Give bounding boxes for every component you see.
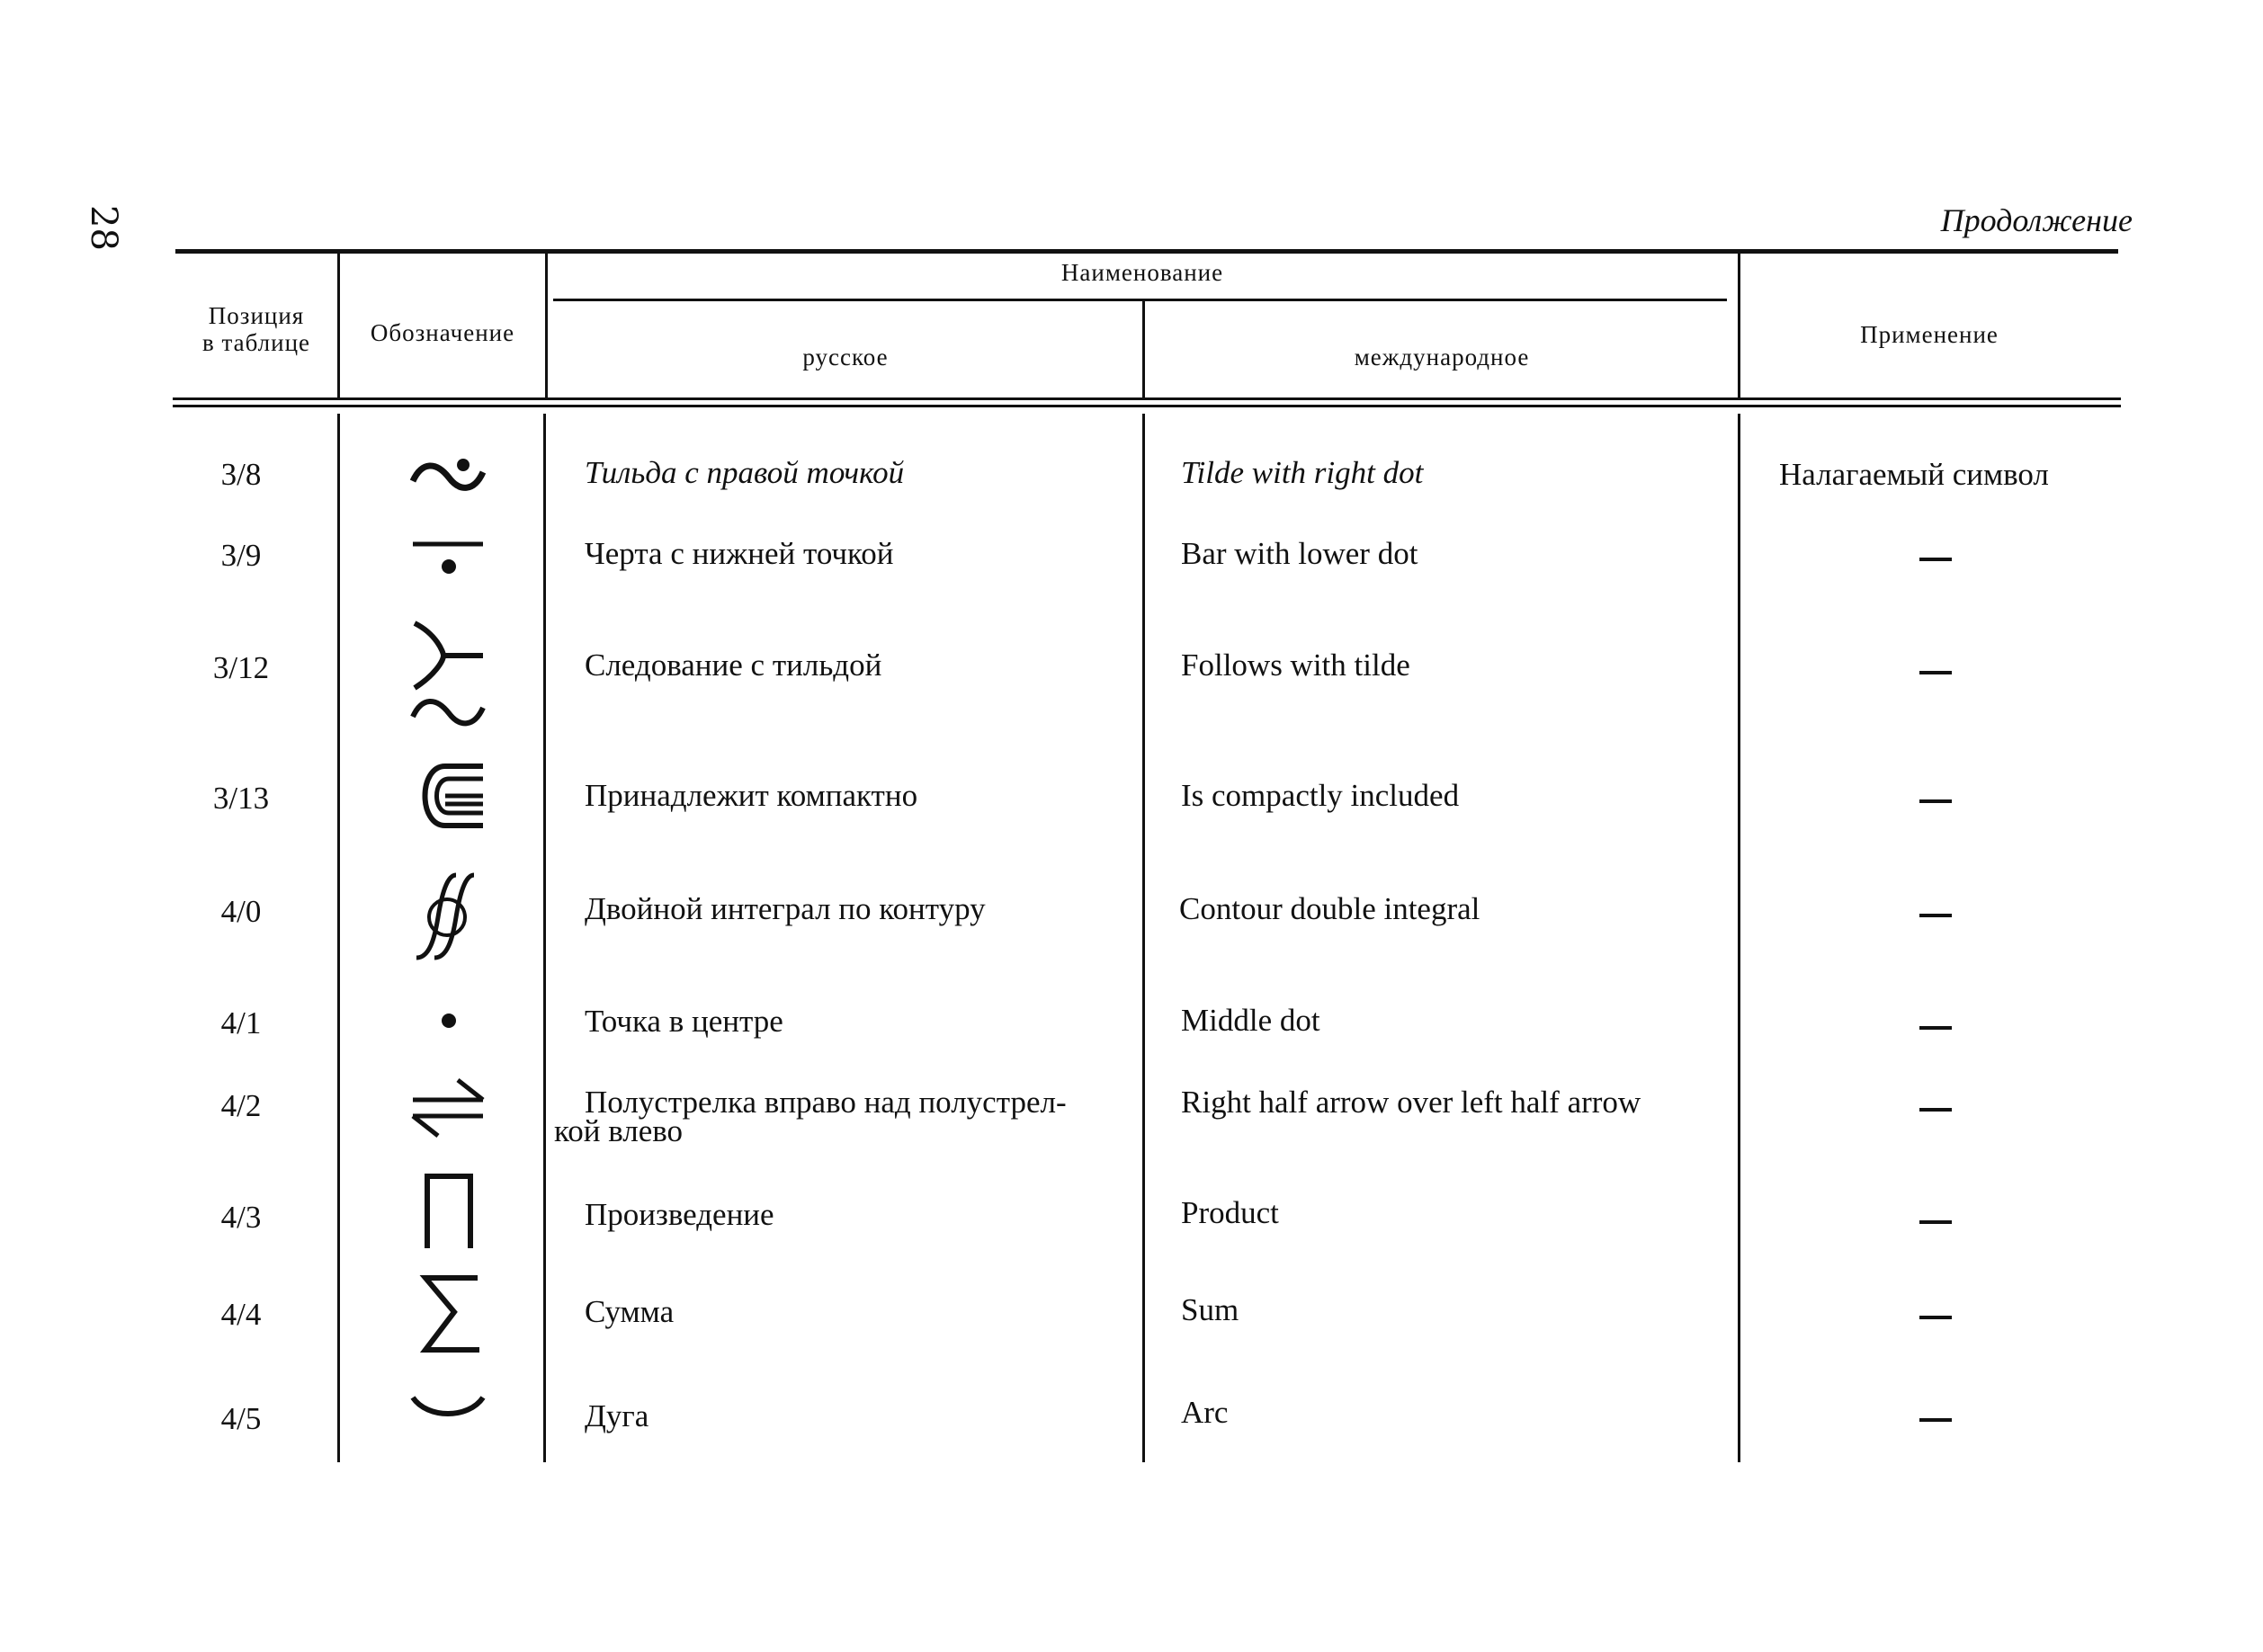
header-double-rule-1 bbox=[173, 397, 2121, 400]
row-position: 4/0 bbox=[220, 894, 262, 929]
row-name-intl: Right half arrow over left half arrow bbox=[1181, 1085, 1641, 1120]
header-position-line2: в таблице bbox=[201, 329, 311, 356]
col-divider-2 bbox=[545, 254, 548, 397]
row-usage-dash bbox=[1919, 558, 1952, 561]
name-subheader-rule bbox=[553, 299, 1727, 301]
row-position: 4/1 bbox=[220, 1005, 262, 1040]
col-divider-2-body bbox=[543, 414, 546, 1462]
header-double-rule-2 bbox=[173, 405, 2121, 407]
sum-icon bbox=[400, 1264, 508, 1362]
product-icon bbox=[400, 1160, 508, 1259]
row-name-ru: Произведение bbox=[585, 1197, 774, 1232]
row-position: 4/2 bbox=[220, 1088, 262, 1123]
row-position: 4/5 bbox=[220, 1401, 262, 1436]
row-position: 3/9 bbox=[220, 538, 262, 573]
row-name-intl: Contour double integral bbox=[1179, 891, 1480, 926]
row-position: 3/13 bbox=[212, 781, 270, 816]
compactly-included-icon bbox=[400, 746, 508, 845]
row-usage-dash bbox=[1919, 1418, 1952, 1422]
row-usage-dash bbox=[1919, 1108, 1952, 1112]
row-name-intl: Bar with lower dot bbox=[1181, 536, 1418, 571]
follows-tilde-icon bbox=[400, 616, 508, 733]
header-position bbox=[175, 302, 337, 356]
header-designation: Обозначение bbox=[370, 319, 515, 346]
middle-dot-icon bbox=[400, 971, 508, 1070]
row-name-ru: Двойной интеграл по контуру bbox=[585, 891, 986, 926]
row-name-intl: Middle dot bbox=[1181, 1003, 1320, 1038]
bar-lower-dot-icon bbox=[400, 508, 508, 607]
row-name-ru: Следование с тильдой bbox=[585, 647, 882, 683]
top-rule bbox=[175, 249, 2118, 254]
row-usage-dash bbox=[1919, 1316, 1952, 1319]
row-name-ru: Тильда с правой точкой bbox=[585, 455, 905, 490]
row-name-ru: Принадлежит компактно bbox=[585, 778, 918, 813]
row-name-ru-continued: кой влево bbox=[554, 1113, 684, 1148]
row-position: 3/12 bbox=[212, 650, 270, 685]
continuation-label: Продолжение bbox=[1940, 202, 2133, 238]
row-name-intl: Arc bbox=[1181, 1395, 1229, 1430]
row-name-ru: Полустрелка вправо над полустрел- bbox=[585, 1085, 1067, 1120]
row-name-ru: Черта с нижней точкой bbox=[585, 536, 894, 571]
row-position: 4/4 bbox=[220, 1297, 262, 1332]
row-usage-dash bbox=[1919, 671, 1952, 674]
row-name-intl: Tilde with right dot bbox=[1181, 455, 1424, 490]
row-usage-dash bbox=[1919, 914, 1952, 917]
col-divider-1-body bbox=[337, 414, 340, 1462]
row-usage-dash bbox=[1919, 1026, 1952, 1030]
col-divider-3-body bbox=[1142, 414, 1145, 1462]
row-name-intl: Product bbox=[1181, 1195, 1279, 1230]
header-name-ru: русское bbox=[802, 344, 889, 371]
header-name-intl: международное bbox=[1354, 344, 1530, 371]
row-usage: Налагаемый символ bbox=[1779, 457, 2049, 492]
contour-double-integral-icon bbox=[400, 868, 508, 967]
header-position-line1: Позиция bbox=[208, 302, 305, 329]
row-name-intl: Sum bbox=[1181, 1292, 1239, 1327]
row-position: 3/8 bbox=[220, 457, 262, 492]
row-name-ru: Точка в центре bbox=[585, 1004, 783, 1039]
header-usage: Применение bbox=[1860, 321, 1999, 348]
row-usage-dash bbox=[1919, 1220, 1952, 1224]
arc-icon bbox=[400, 1358, 508, 1457]
page-number: 28 bbox=[83, 205, 124, 251]
row-position: 4/3 bbox=[220, 1200, 262, 1235]
col-divider-4-body bbox=[1738, 414, 1740, 1462]
row-name-ru: Дуга bbox=[585, 1398, 649, 1433]
row-name-intl: Is compactly included bbox=[1181, 778, 1460, 813]
half-arrows-icon bbox=[400, 1057, 508, 1156]
row-name-intl: Follows with tilde bbox=[1181, 647, 1410, 683]
row-usage-dash bbox=[1919, 799, 1952, 803]
header-name: Наименование bbox=[1060, 259, 1224, 286]
row-name-ru: Сумма bbox=[585, 1294, 675, 1329]
